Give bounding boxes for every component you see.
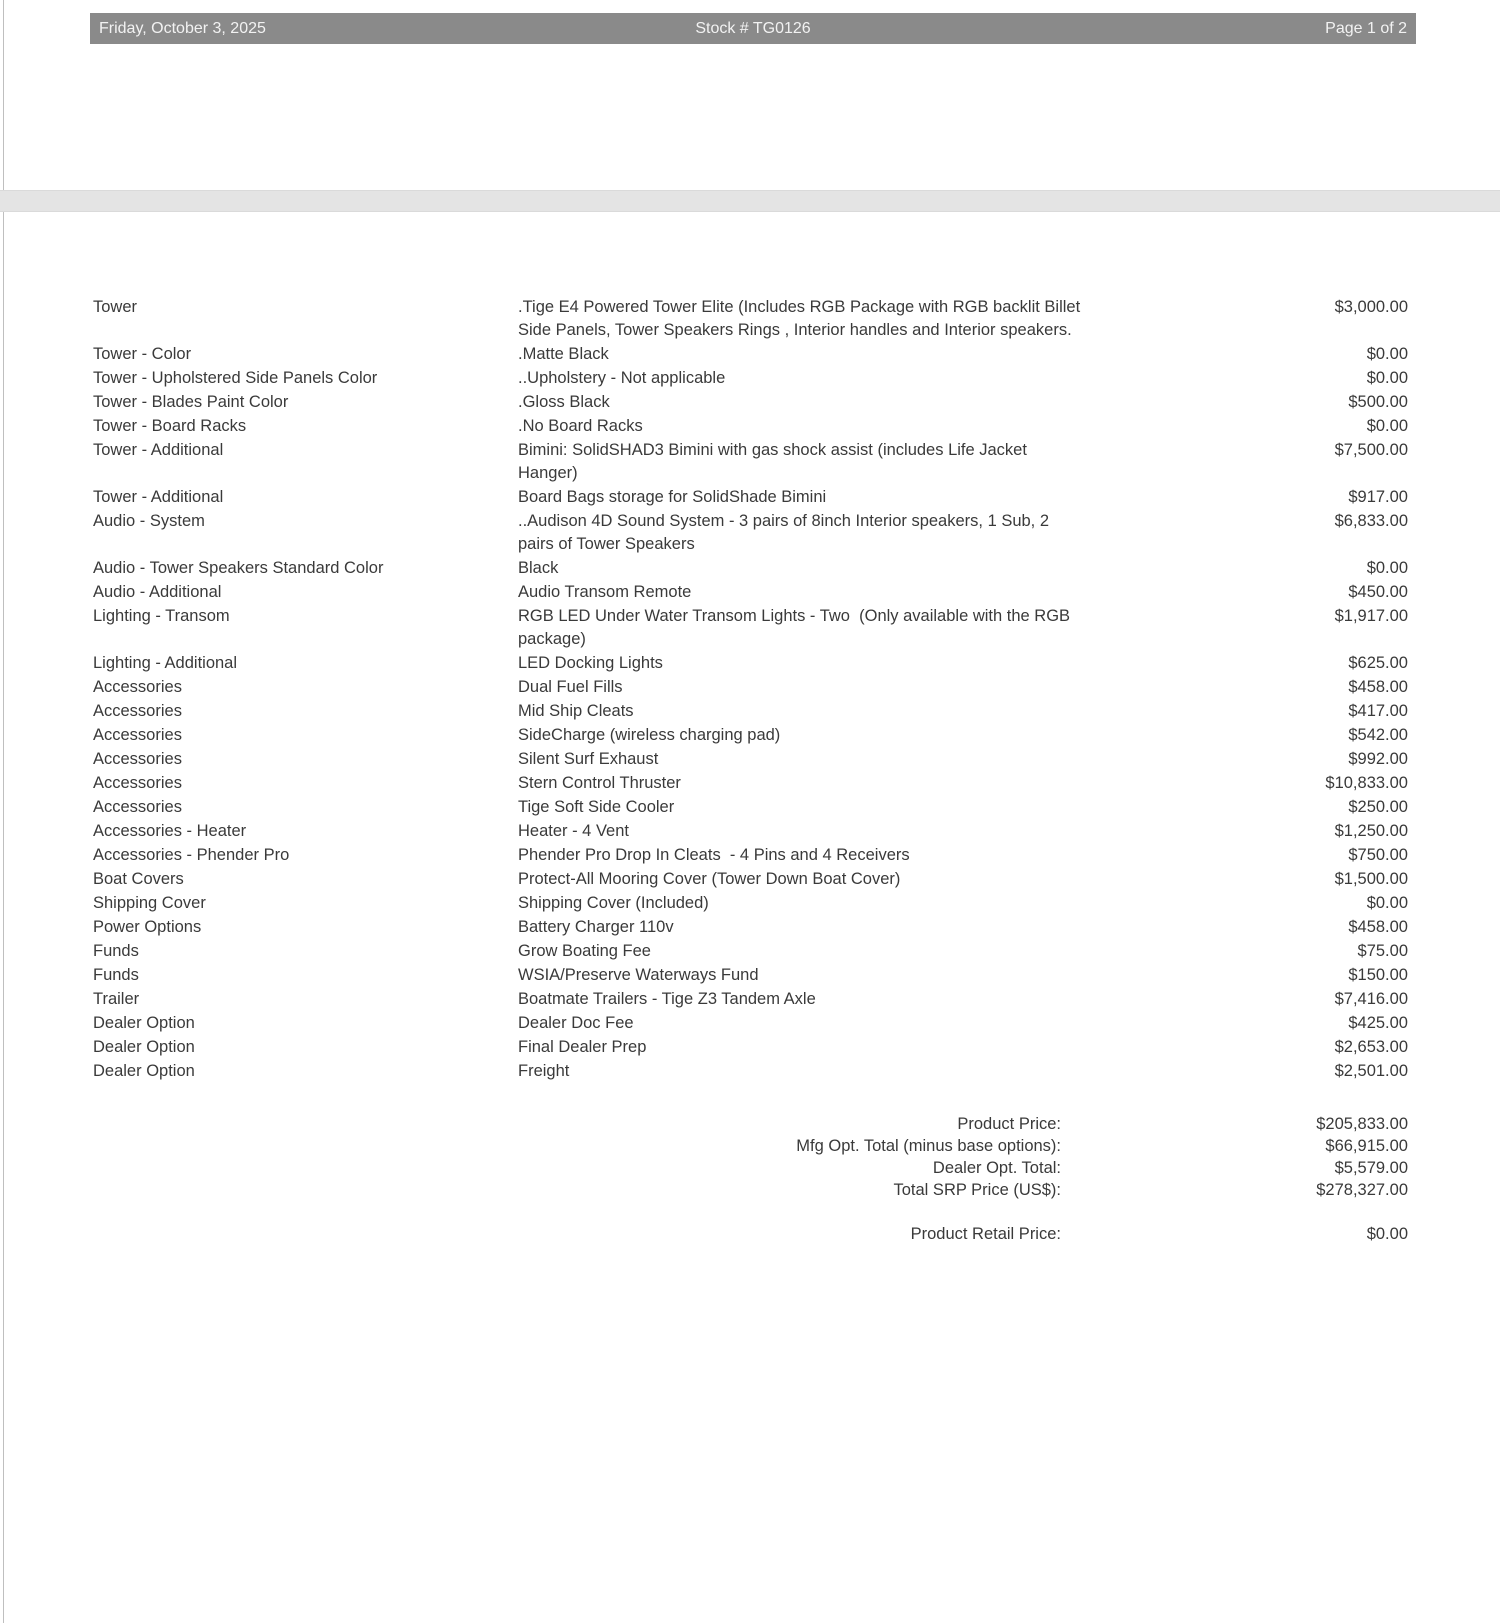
option-description: Dual Fuel Fills [518,678,623,696]
option-description: .No Board Racks [518,417,643,435]
table-row [93,988,1408,1011]
total-value: $278,327.00 [1316,1181,1408,1199]
table-row [93,296,1408,342]
option-category: Dealer Option [93,1014,195,1032]
table-row [93,964,1408,987]
option-category: Accessories [93,726,182,744]
option-price: $450.00 [1348,583,1408,601]
table-row [93,557,1408,580]
option-category: Accessories - Phender Pro [93,846,290,864]
option-category: Audio - Tower Speakers Standard Color [93,559,384,577]
option-description: Freight [518,1062,570,1080]
option-description: ..Upholstery - Not applicable [518,369,726,387]
option-description: Battery Charger 110v [518,918,674,936]
option-category: Trailer [93,990,140,1008]
table-row [93,486,1408,509]
table-row [93,748,1408,771]
table-row [93,605,1408,651]
option-price: $2,653.00 [1334,1038,1408,1056]
total-row [93,1157,1408,1179]
table-row [93,772,1408,795]
total-label: Total SRP Price (US$): [893,1181,1061,1199]
option-description: SideCharge (wireless charging pad) [518,726,781,744]
option-category: Lighting - Transom [93,607,230,625]
options-table [93,296,1408,1245]
table-row [93,820,1408,843]
report-header-bar [90,13,1416,44]
option-price: $542.00 [1348,726,1408,744]
table-row [93,724,1408,747]
option-description: RGB LED Under Water Transom Lights - Two (Only available with the RGB package) [518,607,1075,648]
total-row [93,1135,1408,1157]
option-price: $0.00 [1366,417,1408,435]
option-price: $3,000.00 [1334,298,1408,316]
option-price: $625.00 [1348,654,1408,672]
option-description: Silent Surf Exhaust [518,750,659,768]
table-row [93,1060,1408,1083]
option-price: $10,833.00 [1325,774,1408,792]
table-row [93,343,1408,366]
option-description: Phender Pro Drop In Cleats - 4 Pins and 4 Receivers [518,846,910,864]
option-category: Audio - Additional [93,583,222,601]
option-price: $6,833.00 [1334,512,1408,530]
total-value: $66,915.00 [1325,1137,1408,1155]
page-left-edge [3,0,4,1623]
table-row [93,700,1408,723]
option-description: ..Audison 4D Sound System - 3 pairs of 8inch Interior speakers, 1 Sub, 2 pairs of Tower Speakers [518,512,1054,553]
option-description: Protect-All Mooring Cover (Tower Down Boat Cover) [518,870,901,888]
total-row [93,1179,1408,1201]
option-description: .Gloss Black [518,393,610,411]
option-category: Lighting - Additional [93,654,238,672]
option-price: $992.00 [1348,750,1408,768]
option-description: Stern Control Thruster [518,774,681,792]
option-price: $0.00 [1366,559,1408,577]
retail-price-row [93,1223,1408,1245]
option-price: $1,250.00 [1334,822,1408,840]
option-category: Tower - Blades Paint Color [93,393,289,411]
option-category: Accessories [93,798,182,816]
option-category: Tower - Board Racks [93,417,247,435]
option-price: $250.00 [1348,798,1408,816]
option-price: $150.00 [1348,966,1408,984]
option-category: Tower [93,298,138,316]
option-price: $917.00 [1348,488,1408,506]
option-category: Tower - Upholstered Side Panels Color [93,369,378,387]
option-description: .Matte Black [518,345,609,363]
option-description: Heater - 4 Vent [518,822,629,840]
option-price: $425.00 [1348,1014,1408,1032]
option-category: Shipping Cover [93,894,206,912]
option-category: Accessories [93,678,182,696]
header-page-number: Page 1 of 2 [1325,19,1407,37]
option-category: Tower - Additional [93,488,224,506]
retail-price-label: Product Retail Price: [910,1225,1061,1243]
option-description: Audio Transom Remote [518,583,692,601]
option-category: Accessories [93,750,182,768]
option-rows [93,296,1408,1083]
option-category: Dealer Option [93,1062,195,1080]
option-description: Black [518,559,559,577]
table-row [93,439,1408,485]
option-price: $7,416.00 [1334,990,1408,1008]
total-value: $5,579.00 [1334,1159,1408,1177]
retail-price-value: $0.00 [1366,1225,1408,1243]
option-description: .Tige E4 Powered Tower Elite (Includes RGB Package with RGB backlit Billet Side Panels, Tower Speakers Rings , Interior handles and Interior speakers. [518,298,1085,339]
table-row [93,844,1408,867]
total-value: $205,833.00 [1316,1115,1408,1133]
option-price: $458.00 [1348,678,1408,696]
page-break-band [0,190,1500,212]
option-price: $417.00 [1348,702,1408,720]
option-price: $1,500.00 [1334,870,1408,888]
option-description: Grow Boating Fee [518,942,651,960]
option-price: $0.00 [1366,345,1408,363]
table-row [93,415,1408,438]
option-price: $1,917.00 [1334,607,1408,625]
option-category: Funds [93,942,139,960]
option-price: $500.00 [1348,393,1408,411]
table-row [93,796,1408,819]
option-description: WSIA/Preserve Waterways Fund [518,966,759,984]
option-category: Accessories [93,774,182,792]
option-description: Shipping Cover (Included) [518,894,709,912]
option-description: LED Docking Lights [518,654,663,672]
option-category: Funds [93,966,139,984]
table-row [93,652,1408,675]
table-row [93,892,1408,915]
table-row [93,916,1408,939]
total-label: Product Price: [957,1115,1061,1133]
option-category: Audio - System [93,512,205,530]
option-category: Accessories - Heater [93,822,247,840]
option-price: $7,500.00 [1334,441,1408,459]
option-description: Tige Soft Side Cooler [518,798,675,816]
total-label: Mfg Opt. Total (minus base options): [796,1137,1061,1155]
option-price: $750.00 [1348,846,1408,864]
option-description: Mid Ship Cleats [518,702,634,720]
option-description: Dealer Doc Fee [518,1014,634,1032]
totals-section [93,1113,1408,1201]
total-label: Dealer Opt. Total: [932,1159,1061,1177]
table-row [93,391,1408,414]
option-category: Accessories [93,702,182,720]
table-row [93,676,1408,699]
option-description: Boatmate Trailers - Tige Z3 Tandem Axle [518,990,816,1008]
option-category: Tower - Additional [93,441,224,459]
option-description: Bimini: SolidSHAD3 Bimini with gas shock assist (includes Life Jacket Hanger) [518,441,1032,482]
total-row [93,1113,1408,1135]
table-row [93,367,1408,390]
option-category: Tower - Color [93,345,192,363]
header-date: Friday, October 3, 2025 [99,19,266,37]
option-price: $2,501.00 [1334,1062,1408,1080]
option-description: Final Dealer Prep [518,1038,647,1056]
table-row [93,868,1408,891]
table-row [93,581,1408,604]
table-row [93,1012,1408,1035]
table-row [93,1036,1408,1059]
option-category: Power Options [93,918,202,936]
header-stock-number: Stock # TG0126 [695,19,811,37]
option-category: Dealer Option [93,1038,195,1056]
option-description: Board Bags storage for SolidShade Bimini [518,488,827,506]
table-row [93,510,1408,556]
option-category: Boat Covers [93,870,184,888]
option-price: $458.00 [1348,918,1408,936]
table-row [93,940,1408,963]
option-price: $0.00 [1366,369,1408,387]
option-price: $0.00 [1366,894,1408,912]
option-price: $75.00 [1357,942,1408,960]
